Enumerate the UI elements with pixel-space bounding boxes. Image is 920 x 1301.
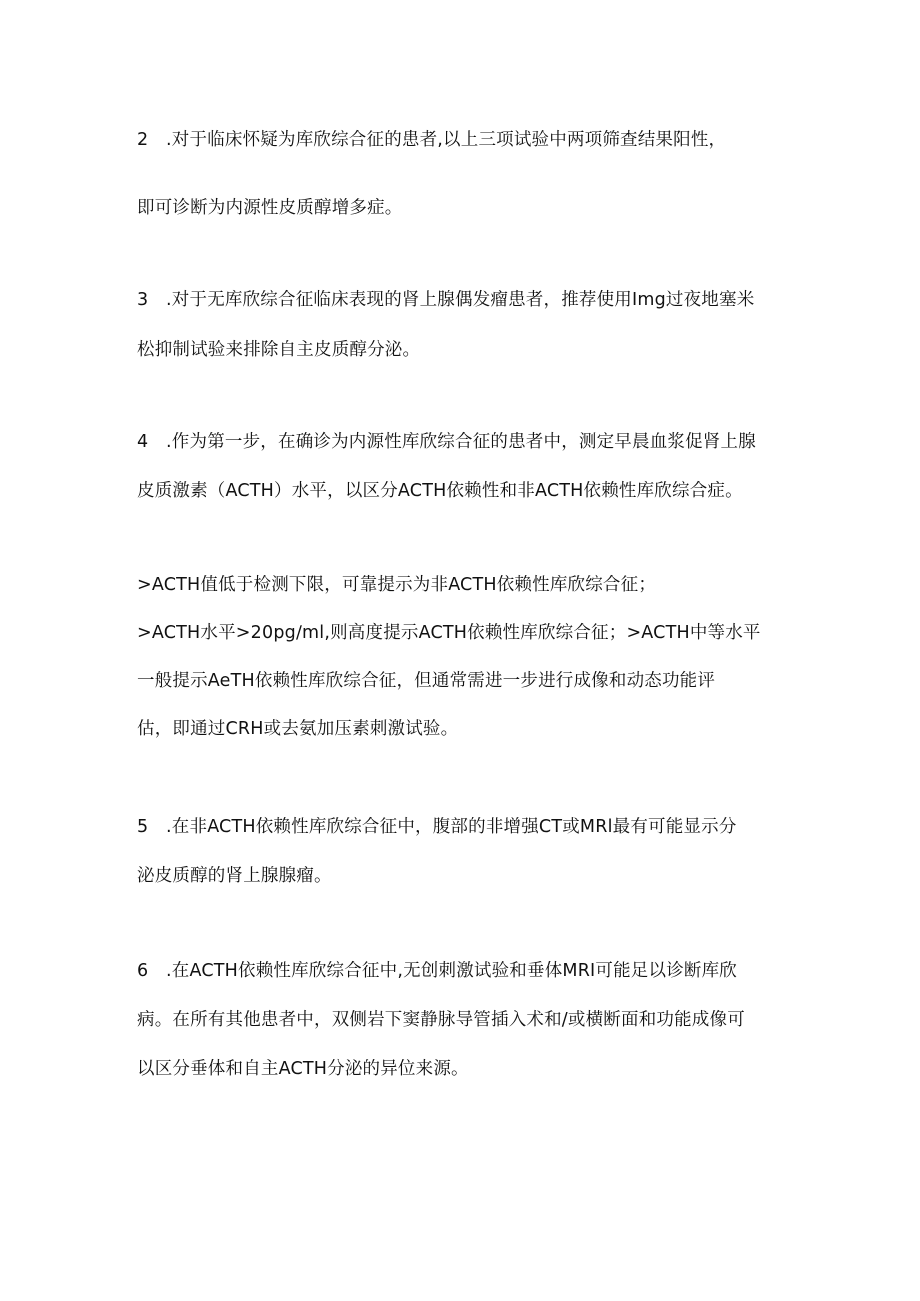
item-5-line-1: 5 .在非ACTH依赖性库欣综合征中，腹部的非增强CT或MRl最有可能显示分 — [137, 817, 737, 837]
item-2-line-1: 2 .对于临床怀疑为库欣综合征的患者,以上三项试验中两项筛查结果阳性， — [137, 130, 727, 150]
acth-note-line-3: 一般提示AeTH依赖性库欣综合征，但通常需进一步进行成像和动态功能评 — [137, 671, 716, 691]
item-3-line-1: 3 .对于无库欣综合征临床表现的肾上腺偶发瘤患者，推荐使用Img过夜地塞米 — [137, 290, 755, 310]
item-4-line-1: 4 .作为第一步，在确诊为内源性库欣综合征的患者中，测定早晨血浆促肾上腺 — [137, 432, 756, 452]
acth-note-line-2: >ACTH水平>20pg∕ml,则高度提示ACTH依赖性库欣综合征；>ACTH中等水平 — [137, 623, 761, 643]
item-6-line-2: 病。在所有其他患者中，双侧岩下窦静脉导管插入术和/或横断面和功能成像可 — [137, 1010, 745, 1030]
item-2-line-2: 即可诊断为内源性皮质醇增多症。 — [137, 198, 403, 218]
acth-note-line-1: >ACTH值低于检测下限，可靠提示为非ACTH依赖性库欣综合征； — [137, 575, 657, 595]
item-4-line-2: 皮质激素（ACTH）水平，以区分ACTH依赖性和非ACTH依赖性库欣综合症。 — [137, 481, 743, 501]
item-5-line-2: 泌皮质醇的肾上腺腺瘤。 — [137, 866, 332, 886]
item-6-line-1: 6 .在ACTH依赖性库欣综合征中,无创刺激试验和垂体MRI可能足以诊断库欣 — [137, 961, 738, 981]
item-3-line-2: 松抑制试验来排除自主皮质醇分泌。 — [137, 340, 421, 360]
acth-note-line-4: 估，即通过CRH或去氨加压素刺激试验。 — [137, 719, 459, 739]
item-6-line-3: 以区分垂体和自主ACTH分泌的异位来源。 — [137, 1059, 469, 1079]
